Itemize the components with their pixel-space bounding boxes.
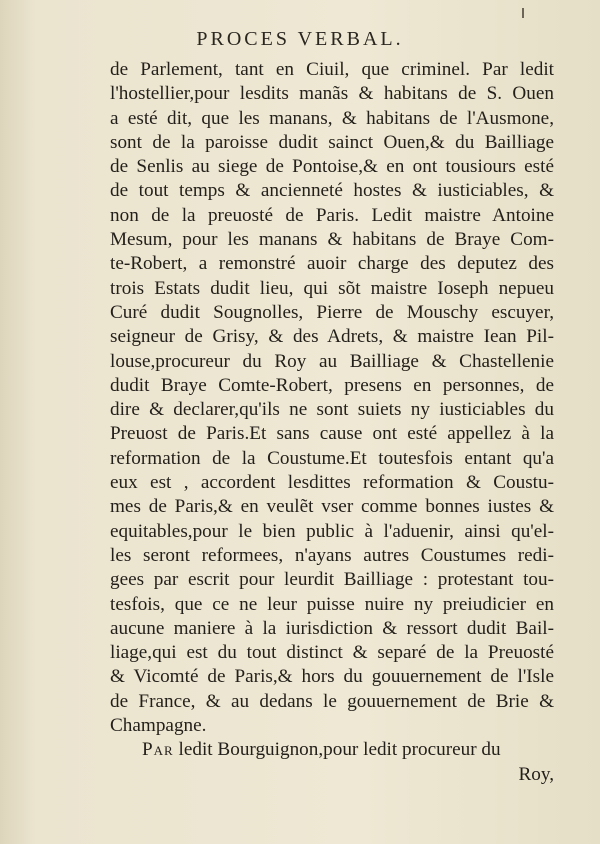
text-line: de Parlement, tant en Ciuil, que criminel. Par ledit — [110, 59, 554, 80]
paragraph-start-line — [110, 738, 554, 762]
text-line: tesfois, que ce ne leur puisse nuire ny preiudicier en — [110, 593, 554, 615]
catchword: Roy, — [518, 763, 554, 785]
text-line: Champagne. — [110, 715, 207, 737]
text-line: louse,procureur du Roy au Bailliage & Chastellenie — [110, 350, 554, 372]
page-body-text — [110, 58, 554, 787]
text-line: trois Estats dudit lieu, qui sõt maistre Ioseph nepueu — [110, 277, 554, 299]
running-header: PROCES VERBAL. — [196, 28, 404, 50]
text-line: sont de la paroisse dudit sainct Ouen,& du Bailliage — [110, 131, 554, 153]
text-line: l'hostellier,pour lesdits manãs & habitans de S. Ouen — [110, 83, 554, 105]
paragraph-start-text: ledit Bourguignon,pour ledit procureur du — [173, 739, 501, 761]
text-line: equitables,pour le bien public à l'aduenir, ainsi qu'el- — [110, 520, 554, 542]
text-line: non de la preuosté de Paris. Ledit maistre Antoine — [110, 204, 554, 226]
text-line: mes de Paris,& en veulẽt vser comme bonnes iustes & — [110, 496, 554, 518]
text-line: te-Robert, a remonstré auoir charge des deputez des — [110, 253, 554, 275]
text-line: dire & declarer,qu'ils ne sont suiets ny iusticiables du — [110, 399, 554, 421]
text-line: aucune maniere à la iurisdiction & ressort dudit Bail- — [110, 617, 554, 639]
text-line: & Vicomté de Paris,& hors du gouuernement de l'Isle — [110, 666, 554, 688]
paragraph-lead-word: Par — [142, 739, 174, 761]
text-line: de Senlis au siege de Pontoise,& en ont tousiours esté — [110, 156, 554, 178]
text-line: Preuost de Paris.Et sans cause ont esté appellez à la — [110, 423, 554, 445]
text-line: reformation de la Coustume.Et toutesfois entant qu'a — [110, 447, 554, 469]
text-line: de France, & au dedans le gouuernement de Brie & — [110, 690, 554, 712]
text-line: dudit Braye Comte-Robert, presens en personnes, de — [110, 374, 554, 396]
page-edge-mark — [522, 8, 524, 18]
text-line: eux est , accordent lesdittes reformation & Coustu- — [110, 472, 554, 494]
text-line: Curé dudit Sougnolles, Pierre de Mouschy escuyer, — [110, 301, 554, 323]
text-line: Mesum, pour les manans & habitans de Braye Com- — [110, 229, 554, 251]
text-line: liage,qui est du tout distinct & separé de la Preuosté — [110, 642, 554, 664]
text-line: les seront reformees, n'ayans autres Coustumes redi- — [110, 544, 554, 566]
text-line: gees par escrit pour leurdit Bailliage : protestant tou- — [110, 569, 554, 591]
text-line: seigneur de Grisy, & des Adrets, & maistre Iean Pil- — [110, 326, 554, 348]
text-line: a esté dit, que les manans, & habitans de l'Ausmone, — [110, 107, 554, 129]
text-line: de tout temps & ancienneté hostes & iusticiables, & — [110, 180, 554, 202]
